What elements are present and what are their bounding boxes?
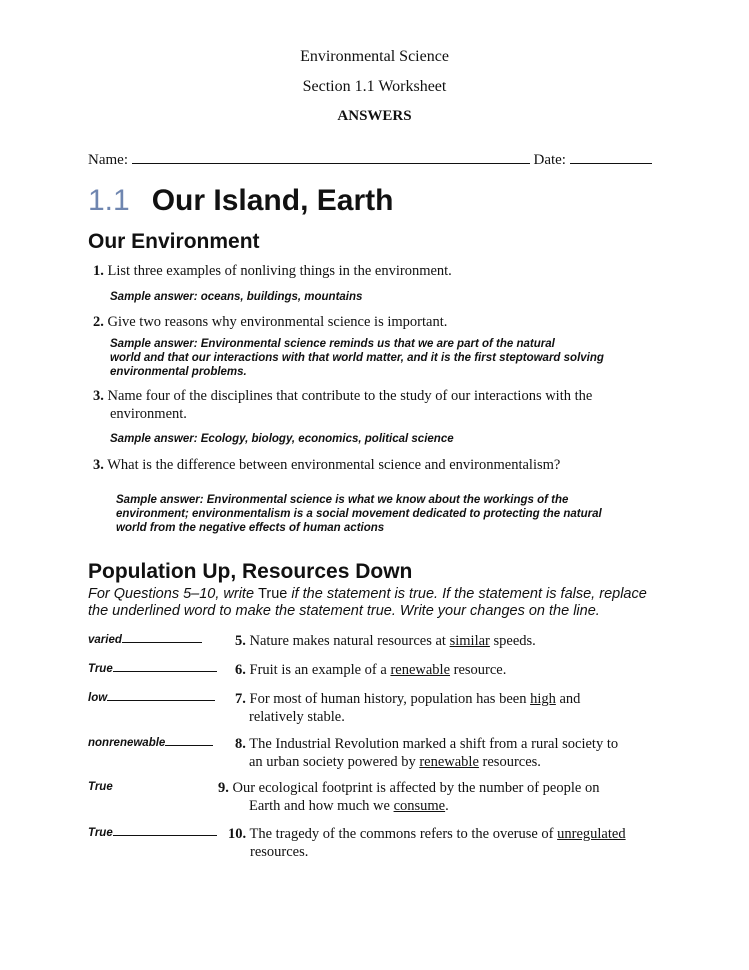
underlined-word: renewable <box>419 754 479 770</box>
answer-underline <box>113 670 217 672</box>
statement-number: 6. <box>235 662 246 678</box>
answer-underline <box>113 834 217 836</box>
answer-line: environmental problems. <box>110 366 247 378</box>
answer-1: Sample answer: oceans, buildings, mountains <box>110 291 363 303</box>
answer-blank-9[interactable] <box>88 781 113 793</box>
underlined-word: unregulated <box>557 826 626 842</box>
statement-number: 7. <box>235 691 246 707</box>
statement-text: Earth and how much we <box>249 798 394 814</box>
statement-text: Nature makes natural resources at <box>249 633 450 649</box>
question-2 <box>93 313 673 331</box>
question-number: 3. <box>93 388 104 404</box>
statement-text: and <box>555 691 581 707</box>
statement-7 <box>235 690 580 726</box>
answers-label: ANSWERS <box>337 108 412 124</box>
statement-10 <box>228 825 626 861</box>
chapter-title-text: Our Island, Earth <box>151 184 394 217</box>
statement-text: resources. <box>478 754 541 770</box>
date-blank[interactable] <box>570 162 652 164</box>
chapter-number: 1.1 <box>88 184 130 217</box>
question-number: 2. <box>93 314 104 330</box>
answer-4 <box>116 493 676 535</box>
question-1 <box>93 262 673 280</box>
section-heading-population: Population Up, Resources Down <box>88 560 413 583</box>
answer-text: low <box>88 692 108 704</box>
question-text: environment. <box>110 406 187 422</box>
answer-3: Sample answer: Ecology, biology, economics, political science <box>110 433 454 445</box>
worksheet-subject: Environmental Science <box>300 48 449 65</box>
statement-text: resource. <box>450 662 507 678</box>
answer-line: Sample answer: Environmental science reminds us that we are part of the natural <box>110 338 555 350</box>
name-blank[interactable] <box>132 162 530 164</box>
statement-text: . <box>445 798 449 814</box>
underlined-word: similar <box>449 633 490 649</box>
answer-text: True <box>88 827 113 839</box>
statement-number: 9. <box>218 780 229 796</box>
underlined-word: renewable <box>390 662 451 678</box>
instructions-true-word: True <box>258 586 288 602</box>
instructions <box>88 586 648 620</box>
statement-5 <box>235 632 536 650</box>
statement-text: resources. <box>250 844 309 860</box>
statement-number: 8. <box>235 736 246 752</box>
answer-line: Sample answer: Environmental science is what we know about the workings of the <box>116 494 569 506</box>
statement-text: For most of human history, population has been <box>249 691 531 707</box>
question-text: What is the difference between environmental science and environmentalism? <box>107 457 561 473</box>
answer-blank-10[interactable] <box>88 827 217 839</box>
instructions-text: if the statement is true. If the statement is false, replace <box>287 586 647 602</box>
question-number: 3. <box>93 457 104 473</box>
statement-text: an urban society powered by <box>249 754 420 770</box>
answer-underline <box>165 744 213 746</box>
answer-underline <box>122 641 202 643</box>
instructions-text: the underlined word to make the statement true. Write your changes on the line. <box>88 603 600 619</box>
statement-number: 10. <box>228 826 247 842</box>
question-number: 1. <box>93 263 104 279</box>
question-text: Give two reasons why environmental science is important. <box>107 314 448 330</box>
answer-text: True <box>88 781 113 793</box>
answer-line: world and that our interactions with that world matter, and it is the first steptoward solving <box>110 352 604 364</box>
underlined-word: consume <box>393 798 446 814</box>
question-3 <box>93 387 673 423</box>
question-4 <box>93 456 693 474</box>
answer-blank-6[interactable] <box>88 663 217 675</box>
instructions-text: For Questions 5–10, write <box>88 586 259 602</box>
statement-8 <box>235 735 618 771</box>
answer-blank-7[interactable] <box>88 692 215 704</box>
question-text: List three examples of nonliving things in the environment. <box>107 263 452 279</box>
statement-text: Fruit is an example of a <box>249 662 391 678</box>
answer-text: nonrenewable <box>88 737 166 749</box>
statement-text: Our ecological footprint is affected by the number of people on <box>232 780 600 796</box>
chapter-title <box>88 184 393 218</box>
answer-text: True <box>88 663 113 675</box>
answer-line: environment; environmentalism is a social movement dedicated to protecting the natural <box>116 508 602 520</box>
statement-text: The Industrial Revolution marked a shift from a rural society to <box>249 736 619 752</box>
answer-blank-5[interactable] <box>88 634 202 646</box>
statement-number: 5. <box>235 633 246 649</box>
statement-text: The tragedy of the commons refers to the overuse of <box>249 826 558 842</box>
underlined-word: high <box>530 691 556 707</box>
name-date-line <box>88 152 652 169</box>
section-heading-our-environment: Our Environment <box>88 230 260 253</box>
answer-line: world from the negative effects of human actions <box>116 522 385 534</box>
answer-blank-8[interactable] <box>88 737 213 749</box>
statement-6 <box>235 661 506 679</box>
answer-underline <box>107 699 215 701</box>
statement-9 <box>218 779 599 815</box>
statement-text: relatively stable. <box>249 709 345 725</box>
statement-text: speeds. <box>489 633 536 649</box>
name-label: Name: <box>88 152 128 168</box>
answer-text: varied <box>88 634 122 646</box>
answer-2 <box>110 337 670 379</box>
worksheet-section: Section 1.1 Worksheet <box>302 78 447 95</box>
question-text: Name four of the disciplines that contribute to the study of our interactions with the <box>107 388 593 404</box>
date-label: Date: <box>533 152 566 168</box>
